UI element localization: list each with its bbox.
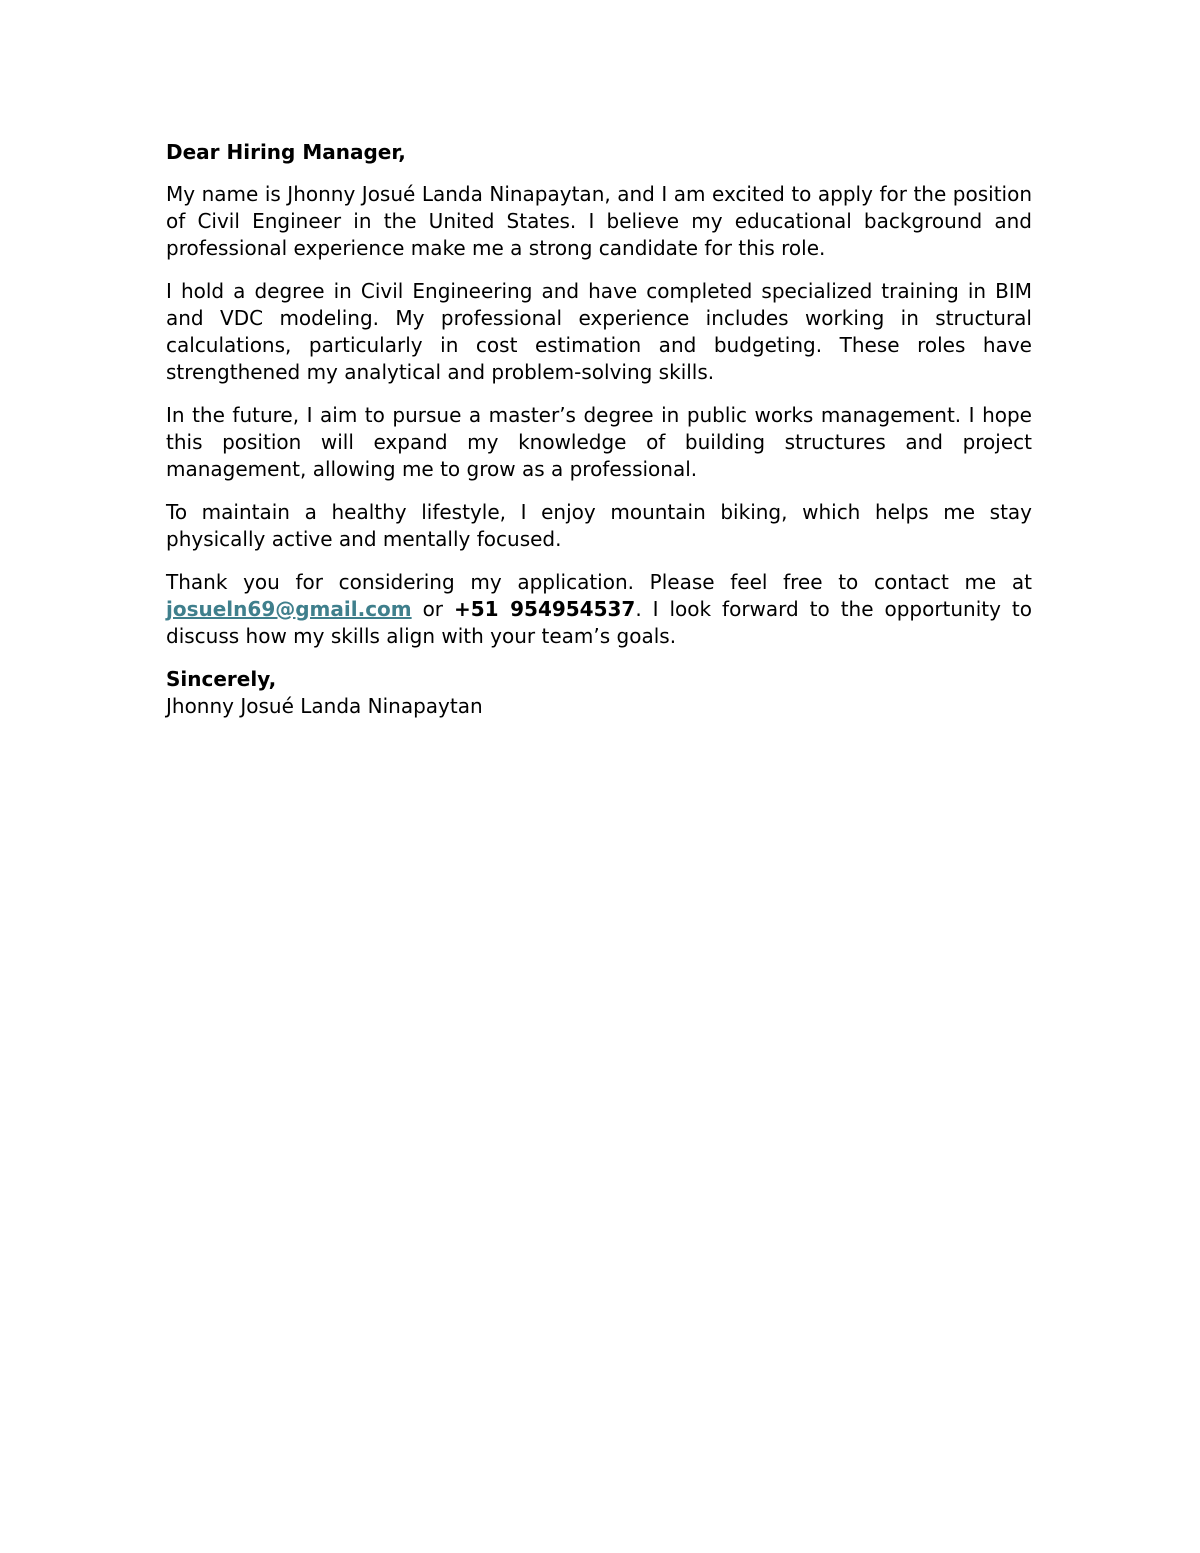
phone-number: +51 954954537 [453,597,636,621]
contact-intro: Thank you for considering my application. Please feel free to contact me at [166,570,1032,594]
signature-name: Jhonny Josué Landa Ninapaytan [166,694,483,718]
contact-connector: or [411,597,454,621]
paragraph-contact [166,569,1032,650]
paragraph-future-goals: In the future, I aim to pursue a master’s degree in public works management. I hope this position will expand my knowledge of building structures and project management, allowing me to grow as a professional. [166,403,1032,481]
paragraph-introduction: My name is Jhonny Josué Landa Ninapaytan, and I am excited to apply for the position of Civil Engineer in the United States. I believe my educational background and professional experience make me a strong candidate for this role. [166,182,1032,260]
paragraph-lifestyle: To maintain a healthy lifestyle, I enjoy mountain biking, which helps me stay physically active and mentally focused. [166,500,1032,551]
email-link[interactable]: josueln69@gmail.com [166,597,412,621]
greeting: Dear Hiring Manager, [166,140,406,164]
letter-body [166,139,1032,720]
closing: Sincerely, [166,667,277,691]
paragraph-education-experience: I hold a degree in Civil Engineering and have completed specialized training in BIM and VDC modeling. My professional experience includes working in structural calculations, particularly in cost estimation and budgeting. These roles have strengthened my analytical and problem-solving skills. [166,279,1032,384]
contact-outro: . I look forward to the opportunity to discuss how my skills align with your team’s goals. [166,597,1032,648]
